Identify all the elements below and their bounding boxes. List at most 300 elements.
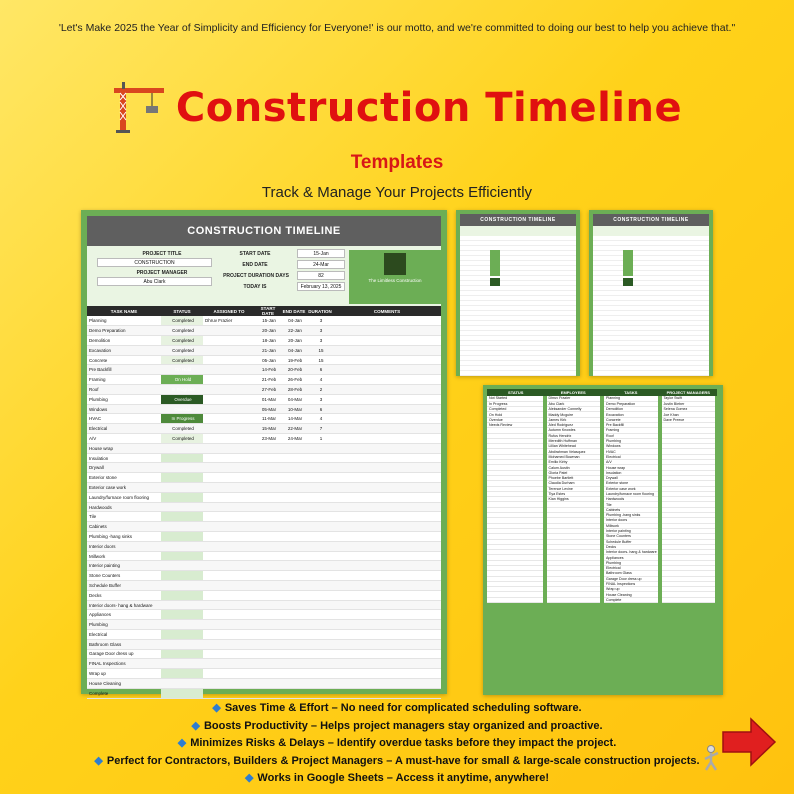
- duration-cell[interactable]: [307, 463, 333, 473]
- status-cell[interactable]: [161, 561, 203, 571]
- task-name-cell[interactable]: Plumbing -hang sinks: [87, 532, 161, 542]
- table-row[interactable]: [87, 355, 441, 365]
- start-date-cell[interactable]: [255, 600, 281, 610]
- end-date-cell[interactable]: 04-Jan: [281, 316, 307, 326]
- start-date-cell[interactable]: [255, 688, 281, 698]
- duration-cell[interactable]: [307, 443, 333, 453]
- comments-cell[interactable]: [333, 649, 441, 659]
- task-name-cell[interactable]: Framing: [87, 375, 161, 385]
- duration-cell[interactable]: 3: [307, 394, 333, 404]
- end-date-cell[interactable]: [281, 581, 307, 591]
- duration-cell[interactable]: 1: [307, 434, 333, 444]
- status-cell[interactable]: Completed: [161, 434, 203, 444]
- duration-cell[interactable]: 15: [307, 355, 333, 365]
- assigned-cell[interactable]: [203, 678, 255, 688]
- task-name-cell[interactable]: Pre Backfill: [87, 365, 161, 375]
- task-name-cell[interactable]: Cabinets: [87, 522, 161, 532]
- start-date-cell[interactable]: [255, 512, 281, 522]
- task-name-cell[interactable]: A/V: [87, 434, 161, 444]
- end-date-cell[interactable]: [281, 571, 307, 581]
- task-name-cell[interactable]: Exterior stone: [87, 473, 161, 483]
- status-cell[interactable]: Completed: [161, 326, 203, 336]
- table-row[interactable]: [87, 669, 441, 679]
- status-cell[interactable]: [161, 453, 203, 463]
- table-row[interactable]: [87, 375, 441, 385]
- status-cell[interactable]: [161, 532, 203, 542]
- start-date-cell[interactable]: [255, 561, 281, 571]
- table-row[interactable]: [87, 630, 441, 640]
- comments-cell[interactable]: [333, 492, 441, 502]
- task-name-cell[interactable]: Electrical: [87, 424, 161, 434]
- comments-cell[interactable]: [333, 453, 441, 463]
- start-date-cell[interactable]: 01-Mar: [255, 394, 281, 404]
- assigned-cell[interactable]: [203, 688, 255, 698]
- comments-cell[interactable]: [333, 424, 441, 434]
- table-row[interactable]: [87, 512, 441, 522]
- table-row[interactable]: [87, 659, 441, 669]
- comments-cell[interactable]: [333, 375, 441, 385]
- start-date-cell[interactable]: [255, 610, 281, 620]
- task-name-cell[interactable]: Demo Preparation: [87, 326, 161, 336]
- status-cell[interactable]: [161, 571, 203, 581]
- task-name-cell[interactable]: Schedule Buffer: [87, 581, 161, 591]
- comments-cell[interactable]: [333, 336, 441, 346]
- assigned-cell[interactable]: [203, 512, 255, 522]
- assigned-cell[interactable]: [203, 630, 255, 640]
- end-date-cell[interactable]: [281, 492, 307, 502]
- task-name-cell[interactable]: Roof: [87, 385, 161, 395]
- duration-cell[interactable]: 3: [307, 326, 333, 336]
- end-date-cell[interactable]: [281, 551, 307, 561]
- comments-cell[interactable]: [333, 639, 441, 649]
- status-cell[interactable]: [161, 590, 203, 600]
- status-cell[interactable]: On Hold: [161, 375, 203, 385]
- status-cell[interactable]: [161, 492, 203, 502]
- assigned-cell[interactable]: [203, 365, 255, 375]
- task-name-cell[interactable]: Concrete: [87, 355, 161, 365]
- table-row[interactable]: [87, 522, 441, 532]
- status-cell[interactable]: [161, 610, 203, 620]
- end-date-cell[interactable]: [281, 610, 307, 620]
- duration-cell[interactable]: [307, 483, 333, 493]
- status-cell[interactable]: [161, 669, 203, 679]
- status-cell[interactable]: In Progress: [161, 414, 203, 424]
- start-date-cell[interactable]: 15-Jan: [255, 316, 281, 326]
- task-name-cell[interactable]: Interior doors: [87, 541, 161, 551]
- comments-cell[interactable]: [333, 678, 441, 688]
- status-cell[interactable]: [161, 581, 203, 591]
- status-cell[interactable]: [161, 512, 203, 522]
- assigned-cell[interactable]: [203, 600, 255, 610]
- assigned-cell[interactable]: [203, 620, 255, 630]
- start-date-cell[interactable]: [255, 630, 281, 640]
- assigned-cell[interactable]: [203, 532, 255, 542]
- end-date-cell[interactable]: [281, 443, 307, 453]
- comments-cell[interactable]: [333, 316, 441, 326]
- comments-cell[interactable]: [333, 659, 441, 669]
- end-date-cell[interactable]: [281, 532, 307, 542]
- start-date-cell[interactable]: [255, 620, 281, 630]
- task-name-cell[interactable]: FINAL Inspections: [87, 659, 161, 669]
- end-date-cell[interactable]: [281, 649, 307, 659]
- duration-cell[interactable]: 4: [307, 414, 333, 424]
- status-cell[interactable]: Overdue: [161, 394, 203, 404]
- start-date-cell[interactable]: [255, 649, 281, 659]
- comments-cell[interactable]: [333, 571, 441, 581]
- status-cell[interactable]: [161, 443, 203, 453]
- end-date-field[interactable]: 24-Mar: [297, 260, 345, 269]
- table-row[interactable]: [87, 561, 441, 571]
- assigned-cell[interactable]: [203, 551, 255, 561]
- task-name-cell[interactable]: Windows: [87, 404, 161, 414]
- task-name-cell[interactable]: Electrical: [87, 630, 161, 640]
- duration-cell[interactable]: [307, 678, 333, 688]
- assigned-cell[interactable]: [203, 581, 255, 591]
- task-name-cell[interactable]: Wrap up: [87, 669, 161, 679]
- assigned-cell[interactable]: [203, 434, 255, 444]
- comments-cell[interactable]: [333, 630, 441, 640]
- table-row[interactable]: [87, 492, 441, 502]
- comments-cell[interactable]: [333, 551, 441, 561]
- start-date-cell[interactable]: [255, 463, 281, 473]
- end-date-cell[interactable]: [281, 590, 307, 600]
- end-date-cell[interactable]: [281, 541, 307, 551]
- start-date-cell[interactable]: 27-Feb: [255, 385, 281, 395]
- start-date-cell[interactable]: [255, 678, 281, 688]
- status-cell[interactable]: [161, 541, 203, 551]
- assigned-cell[interactable]: [203, 590, 255, 600]
- assigned-cell[interactable]: [203, 355, 255, 365]
- end-date-cell[interactable]: [281, 688, 307, 698]
- table-row[interactable]: [87, 473, 441, 483]
- task-name-cell[interactable]: Appliances: [87, 610, 161, 620]
- comments-cell[interactable]: [333, 561, 441, 571]
- status-cell[interactable]: Completed: [161, 424, 203, 434]
- status-cell[interactable]: [161, 600, 203, 610]
- assigned-cell[interactable]: [203, 463, 255, 473]
- table-row[interactable]: [87, 424, 441, 434]
- comments-cell[interactable]: [333, 414, 441, 424]
- table-row[interactable]: [87, 581, 441, 591]
- status-cell[interactable]: [161, 502, 203, 512]
- assigned-cell[interactable]: [203, 336, 255, 346]
- comments-cell[interactable]: [333, 600, 441, 610]
- assigned-cell[interactable]: [203, 492, 255, 502]
- start-date-field[interactable]: 15-Jan: [297, 249, 345, 258]
- task-name-cell[interactable]: Interior painting: [87, 561, 161, 571]
- duration-cell[interactable]: [307, 492, 333, 502]
- end-date-cell[interactable]: 28-Feb: [281, 385, 307, 395]
- start-date-cell[interactable]: 20-Jan: [255, 326, 281, 336]
- comments-cell[interactable]: [333, 610, 441, 620]
- end-date-cell[interactable]: 19-Feb: [281, 355, 307, 365]
- task-name-cell[interactable]: Complete: [87, 688, 161, 698]
- end-date-cell[interactable]: [281, 678, 307, 688]
- assigned-cell[interactable]: Dhruv Frazier: [203, 316, 255, 326]
- start-date-cell[interactable]: 11-Mar: [255, 414, 281, 424]
- table-row[interactable]: [87, 453, 441, 463]
- status-cell[interactable]: [161, 659, 203, 669]
- duration-cell[interactable]: 3: [307, 316, 333, 326]
- end-date-cell[interactable]: 22-Jan: [281, 326, 307, 336]
- duration-cell[interactable]: [307, 669, 333, 679]
- table-row[interactable]: [87, 610, 441, 620]
- task-name-cell[interactable]: Plumbing: [87, 394, 161, 404]
- end-date-cell[interactable]: [281, 639, 307, 649]
- task-name-cell[interactable]: House Cleaning: [87, 678, 161, 688]
- start-date-cell[interactable]: [255, 669, 281, 679]
- assigned-cell[interactable]: [203, 639, 255, 649]
- task-name-cell[interactable]: Stone Counters: [87, 571, 161, 581]
- start-date-cell[interactable]: [255, 639, 281, 649]
- assigned-cell[interactable]: [203, 424, 255, 434]
- duration-cell[interactable]: [307, 551, 333, 561]
- status-cell[interactable]: In Progress: [161, 385, 203, 395]
- assigned-cell[interactable]: [203, 483, 255, 493]
- table-row[interactable]: [87, 316, 441, 326]
- duration-cell[interactable]: 7: [307, 424, 333, 434]
- status-cell[interactable]: [161, 639, 203, 649]
- status-cell[interactable]: [161, 649, 203, 659]
- status-cell[interactable]: Completed: [161, 355, 203, 365]
- duration-cell[interactable]: [307, 659, 333, 669]
- comments-cell[interactable]: [333, 345, 441, 355]
- start-date-cell[interactable]: [255, 492, 281, 502]
- comments-cell[interactable]: [333, 365, 441, 375]
- task-name-cell[interactable]: Insulation: [87, 453, 161, 463]
- task-name-cell[interactable]: Decks: [87, 590, 161, 600]
- comments-cell[interactable]: [333, 483, 441, 493]
- comments-cell[interactable]: [333, 355, 441, 365]
- table-row[interactable]: [87, 336, 441, 346]
- assigned-cell[interactable]: [203, 541, 255, 551]
- duration-cell[interactable]: [307, 688, 333, 698]
- end-date-cell[interactable]: [281, 630, 307, 640]
- assigned-cell[interactable]: [203, 649, 255, 659]
- duration-cell[interactable]: [307, 639, 333, 649]
- assigned-cell[interactable]: [203, 345, 255, 355]
- status-cell[interactable]: [161, 620, 203, 630]
- table-row[interactable]: [87, 414, 441, 424]
- project-manager-field[interactable]: Abu Clark: [97, 277, 212, 286]
- start-date-cell[interactable]: 14-Feb: [255, 365, 281, 375]
- project-title-field[interactable]: CONSTRUCTION: [97, 258, 212, 267]
- duration-cell[interactable]: [307, 473, 333, 483]
- start-date-cell[interactable]: 15-Mar: [255, 424, 281, 434]
- start-date-cell[interactable]: [255, 532, 281, 542]
- table-row[interactable]: [87, 326, 441, 336]
- task-name-cell[interactable]: Laundry/furnace room flooring: [87, 492, 161, 502]
- end-date-cell[interactable]: 10-Mar: [281, 404, 307, 414]
- start-date-cell[interactable]: 21-Jan: [255, 345, 281, 355]
- assigned-cell[interactable]: [203, 394, 255, 404]
- status-cell[interactable]: [161, 522, 203, 532]
- start-date-cell[interactable]: [255, 483, 281, 493]
- table-row[interactable]: [87, 639, 441, 649]
- comments-cell[interactable]: [333, 512, 441, 522]
- table-row[interactable]: [87, 463, 441, 473]
- end-date-cell[interactable]: [281, 620, 307, 630]
- status-cell[interactable]: [161, 483, 203, 493]
- end-date-cell[interactable]: [281, 669, 307, 679]
- duration-cell[interactable]: [307, 590, 333, 600]
- table-row[interactable]: [87, 541, 441, 551]
- end-date-cell[interactable]: [281, 512, 307, 522]
- duration-cell[interactable]: [307, 571, 333, 581]
- duration-cell[interactable]: [307, 649, 333, 659]
- status-cell[interactable]: Completed: [161, 316, 203, 326]
- assigned-cell[interactable]: [203, 375, 255, 385]
- end-date-cell[interactable]: 20-Jan: [281, 336, 307, 346]
- end-date-cell[interactable]: [281, 522, 307, 532]
- duration-cell[interactable]: [307, 620, 333, 630]
- comments-cell[interactable]: [333, 434, 441, 444]
- comments-cell[interactable]: [333, 590, 441, 600]
- end-date-cell[interactable]: [281, 453, 307, 463]
- end-date-cell[interactable]: 04-Jan: [281, 345, 307, 355]
- assigned-cell[interactable]: [203, 443, 255, 453]
- end-date-cell[interactable]: 26-Feb: [281, 375, 307, 385]
- comments-cell[interactable]: [333, 443, 441, 453]
- duration-cell[interactable]: 3: [307, 336, 333, 346]
- start-date-cell[interactable]: [255, 502, 281, 512]
- end-date-cell[interactable]: [281, 659, 307, 669]
- table-row[interactable]: [87, 600, 441, 610]
- assigned-cell[interactable]: [203, 610, 255, 620]
- duration-cell[interactable]: [307, 453, 333, 463]
- assigned-cell[interactable]: [203, 326, 255, 336]
- start-date-cell[interactable]: [255, 522, 281, 532]
- table-row[interactable]: [87, 532, 441, 542]
- comments-cell[interactable]: [333, 532, 441, 542]
- status-cell[interactable]: [161, 463, 203, 473]
- start-date-cell[interactable]: 18-Jan: [255, 336, 281, 346]
- table-row[interactable]: [87, 649, 441, 659]
- start-date-cell[interactable]: 21-Feb: [255, 375, 281, 385]
- end-date-cell[interactable]: [281, 561, 307, 571]
- assigned-cell[interactable]: [203, 502, 255, 512]
- status-cell[interactable]: [161, 688, 203, 698]
- table-row[interactable]: [87, 443, 441, 453]
- task-name-cell[interactable]: Plumbing: [87, 620, 161, 630]
- table-row[interactable]: [87, 434, 441, 444]
- task-name-cell[interactable]: Millwork: [87, 551, 161, 561]
- comments-cell[interactable]: [333, 404, 441, 414]
- assigned-cell[interactable]: [203, 453, 255, 463]
- assigned-cell[interactable]: [203, 385, 255, 395]
- table-row[interactable]: [87, 620, 441, 630]
- start-date-cell[interactable]: [255, 551, 281, 561]
- table-row[interactable]: [87, 385, 441, 395]
- start-date-cell[interactable]: [255, 443, 281, 453]
- task-name-cell[interactable]: House wrap: [87, 443, 161, 453]
- end-date-cell[interactable]: 24-Mar: [281, 434, 307, 444]
- table-row[interactable]: [87, 678, 441, 688]
- comments-cell[interactable]: [333, 620, 441, 630]
- table-row[interactable]: [87, 404, 441, 414]
- table-row[interactable]: [87, 365, 441, 375]
- duration-cell[interactable]: [307, 532, 333, 542]
- start-date-cell[interactable]: [255, 571, 281, 581]
- assigned-cell[interactable]: [203, 561, 255, 571]
- table-row[interactable]: [87, 502, 441, 512]
- comments-cell[interactable]: [333, 541, 441, 551]
- start-date-cell[interactable]: [255, 541, 281, 551]
- task-name-cell[interactable]: Hardwoods: [87, 502, 161, 512]
- task-name-cell[interactable]: HVAC: [87, 414, 161, 424]
- start-date-cell[interactable]: 05-Jan: [255, 355, 281, 365]
- assigned-cell[interactable]: [203, 522, 255, 532]
- comments-cell[interactable]: [333, 502, 441, 512]
- comments-cell[interactable]: [333, 669, 441, 679]
- end-date-cell[interactable]: [281, 600, 307, 610]
- end-date-cell[interactable]: 14-Mar: [281, 414, 307, 424]
- duration-cell[interactable]: [307, 541, 333, 551]
- duration-cell[interactable]: 15: [307, 345, 333, 355]
- start-date-cell[interactable]: 23-Mar: [255, 434, 281, 444]
- status-cell[interactable]: [161, 678, 203, 688]
- end-date-cell[interactable]: 04-Mar: [281, 394, 307, 404]
- assigned-cell[interactable]: [203, 404, 255, 414]
- comments-cell[interactable]: [333, 581, 441, 591]
- assigned-cell[interactable]: [203, 414, 255, 424]
- status-cell[interactable]: [161, 630, 203, 640]
- status-cell[interactable]: [161, 551, 203, 561]
- task-name-cell[interactable]: Garage Door dress up: [87, 649, 161, 659]
- duration-cell[interactable]: [307, 630, 333, 640]
- assigned-cell[interactable]: [203, 571, 255, 581]
- start-date-cell[interactable]: 05-Mar: [255, 404, 281, 414]
- task-name-cell[interactable]: Drywall: [87, 463, 161, 473]
- duration-cell[interactable]: [307, 512, 333, 522]
- comments-cell[interactable]: [333, 394, 441, 404]
- duration-cell[interactable]: [307, 600, 333, 610]
- table-row[interactable]: [87, 590, 441, 600]
- task-name-cell[interactable]: Bathroom Glass: [87, 639, 161, 649]
- duration-cell[interactable]: [307, 561, 333, 571]
- start-date-cell[interactable]: [255, 590, 281, 600]
- status-cell[interactable]: Completed: [161, 345, 203, 355]
- comments-cell[interactable]: [333, 326, 441, 336]
- task-name-cell[interactable]: Interior doors- hang & hardware: [87, 600, 161, 610]
- table-row[interactable]: [87, 551, 441, 561]
- end-date-cell[interactable]: 20-Feb: [281, 365, 307, 375]
- table-row[interactable]: [87, 394, 441, 404]
- duration-cell[interactable]: 6: [307, 404, 333, 414]
- comments-cell[interactable]: [333, 385, 441, 395]
- comments-cell[interactable]: [333, 473, 441, 483]
- duration-cell[interactable]: 6: [307, 365, 333, 375]
- status-cell[interactable]: Completed: [161, 336, 203, 346]
- start-date-cell[interactable]: [255, 473, 281, 483]
- start-date-cell[interactable]: [255, 581, 281, 591]
- start-date-cell[interactable]: [255, 453, 281, 463]
- start-date-cell[interactable]: [255, 659, 281, 669]
- duration-cell[interactable]: [307, 522, 333, 532]
- end-date-cell[interactable]: 22-Mar: [281, 424, 307, 434]
- task-name-cell[interactable]: Exterior case work: [87, 483, 161, 493]
- end-date-cell[interactable]: [281, 483, 307, 493]
- assigned-cell[interactable]: [203, 473, 255, 483]
- duration-cell[interactable]: 4: [307, 375, 333, 385]
- status-cell[interactable]: On Hold: [161, 365, 203, 375]
- comments-cell[interactable]: [333, 463, 441, 473]
- task-name-cell[interactable]: Excavation: [87, 345, 161, 355]
- task-name-cell[interactable]: Demolition: [87, 336, 161, 346]
- table-row[interactable]: [87, 483, 441, 493]
- status-cell[interactable]: [161, 473, 203, 483]
- comments-cell[interactable]: [333, 688, 441, 698]
